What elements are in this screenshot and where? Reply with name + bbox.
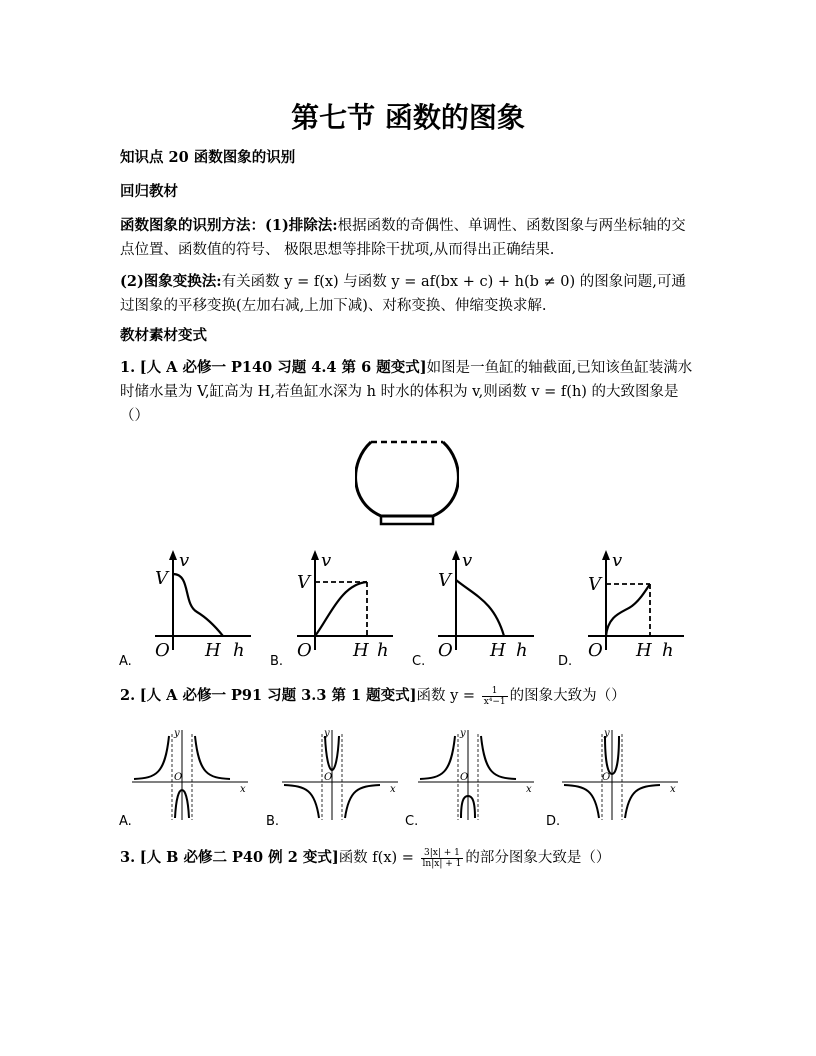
y-label: y [324, 728, 330, 739]
curve [315, 582, 367, 636]
curve-right [481, 736, 516, 779]
q1-option-b-label: B. [270, 654, 284, 669]
origin-label: O [460, 772, 469, 783]
q1-option-d-label: D. [558, 654, 573, 669]
h-label: h [516, 640, 528, 660]
curve [606, 584, 650, 636]
H-label: H [636, 640, 652, 660]
q1-option-a-label: A. [119, 654, 132, 669]
y-label: y [460, 728, 466, 739]
q2-graph-d [562, 726, 682, 822]
y-label: y [604, 728, 610, 739]
curve [173, 574, 223, 636]
V-label: V [588, 574, 601, 595]
v-label: v [179, 550, 190, 571]
O-label: O [155, 640, 170, 660]
q2-option-b-label: B. [266, 814, 280, 829]
O-label: O [297, 640, 312, 660]
method-paragraph-1: 函数图象的识别方法：(1)排除法:根据函数的奇偶性、单调性、函数图象与两坐标轴的交点位置、函数值的符号、 极限思想等排除干扰项,从而得出正确结果. [120, 217, 686, 258]
h-label: h [662, 640, 674, 660]
V-label: V [297, 572, 310, 593]
q1-graph-b [287, 548, 399, 660]
q2-option-a-label: A. [119, 814, 132, 829]
v-label: v [321, 550, 332, 571]
fish-tank-figure [355, 436, 459, 528]
x-label: x [390, 784, 396, 795]
v-label: v [612, 550, 623, 571]
O-label: O [438, 640, 453, 660]
tank-base [381, 516, 433, 524]
V-label: V [155, 568, 168, 589]
question-3: 3. [人 B 必修二 P40 例 2 变式]函数 f(x) = $\frac{3|x| + 1}{\ln|x| + 1}$ 的部分图象大致是（） [120, 847, 611, 869]
q2-fraction: $\frac{1}{\text{x⁴−1}}$ [483, 685, 506, 707]
q2-option-c-label: C. [405, 814, 419, 829]
page-title: 第七节 函数的图象 [291, 101, 525, 134]
q2-graph-a [132, 726, 252, 822]
method-paragraph-2: (2)图象变换法:有关函数 y = f(x) 与函数 y = af(bx + c) + h(b ≠ 0) 的图象问题,可通过图象的平移变换(左加右减,上加下减)、对称变换、伸缩变换求解. [120, 273, 686, 314]
y-arrow [169, 550, 177, 560]
q2-option-d-label: D. [546, 814, 561, 829]
O-label: O [588, 640, 603, 660]
y-arrow [311, 550, 319, 560]
origin-label: O [174, 772, 183, 783]
y-label: y [174, 728, 180, 739]
x-label: x [670, 784, 676, 795]
q1-option-c-label: C. [412, 654, 426, 669]
x-label: x [240, 784, 246, 795]
h-label: h [233, 640, 245, 660]
curve-left [284, 785, 319, 818]
curve-right [625, 785, 660, 818]
q2-graph-b [282, 726, 402, 822]
q1-graph-c [428, 548, 540, 660]
H-label: H [353, 640, 369, 660]
origin-label: O [602, 772, 611, 783]
y-arrow [602, 550, 610, 560]
q3-fraction: $\frac{3|x| + 1}{\ln|x| + 1}$ [422, 847, 462, 869]
curve-right [345, 785, 380, 818]
H-label: H [490, 640, 506, 660]
variants-heading: 教材素材变式 [120, 327, 207, 344]
question-1: 1. [人 A 必修一 P140 习题 4.4 第 6 题变式]如图是一鱼缸的轴截面,已知该鱼缸装满水时储水量为 V,缸高为 H,若鱼缸水深为 h 时水的体积为 v,则函数 v = f(h) 的大致图象是（） [120, 359, 693, 424]
curve-left [134, 736, 169, 779]
section-heading: 知识点 20 函数图象的识别 [120, 149, 296, 166]
h-label: h [377, 640, 389, 660]
question-2: 2. [人 A 必修一 P91 习题 3.3 第 1 题变式]函数 y = $\frac{1}{\text{x⁴−1}}$ 的图象大致为（） [120, 685, 626, 707]
q1-graph-a [145, 548, 257, 660]
curve [456, 580, 504, 636]
y-arrow [452, 550, 460, 560]
curve-left [420, 736, 455, 779]
q2-graph-c [418, 726, 538, 822]
x-label: x [526, 784, 532, 795]
tank-outline [356, 442, 459, 516]
curve-right [195, 736, 230, 779]
back-to-textbook-heading: 回归教材 [120, 183, 178, 200]
v-label: v [462, 550, 473, 571]
q1-graph-d [578, 548, 690, 660]
V-label: V [438, 570, 451, 591]
origin-label: O [324, 772, 333, 783]
curve-left [564, 785, 599, 818]
H-label: H [205, 640, 221, 660]
